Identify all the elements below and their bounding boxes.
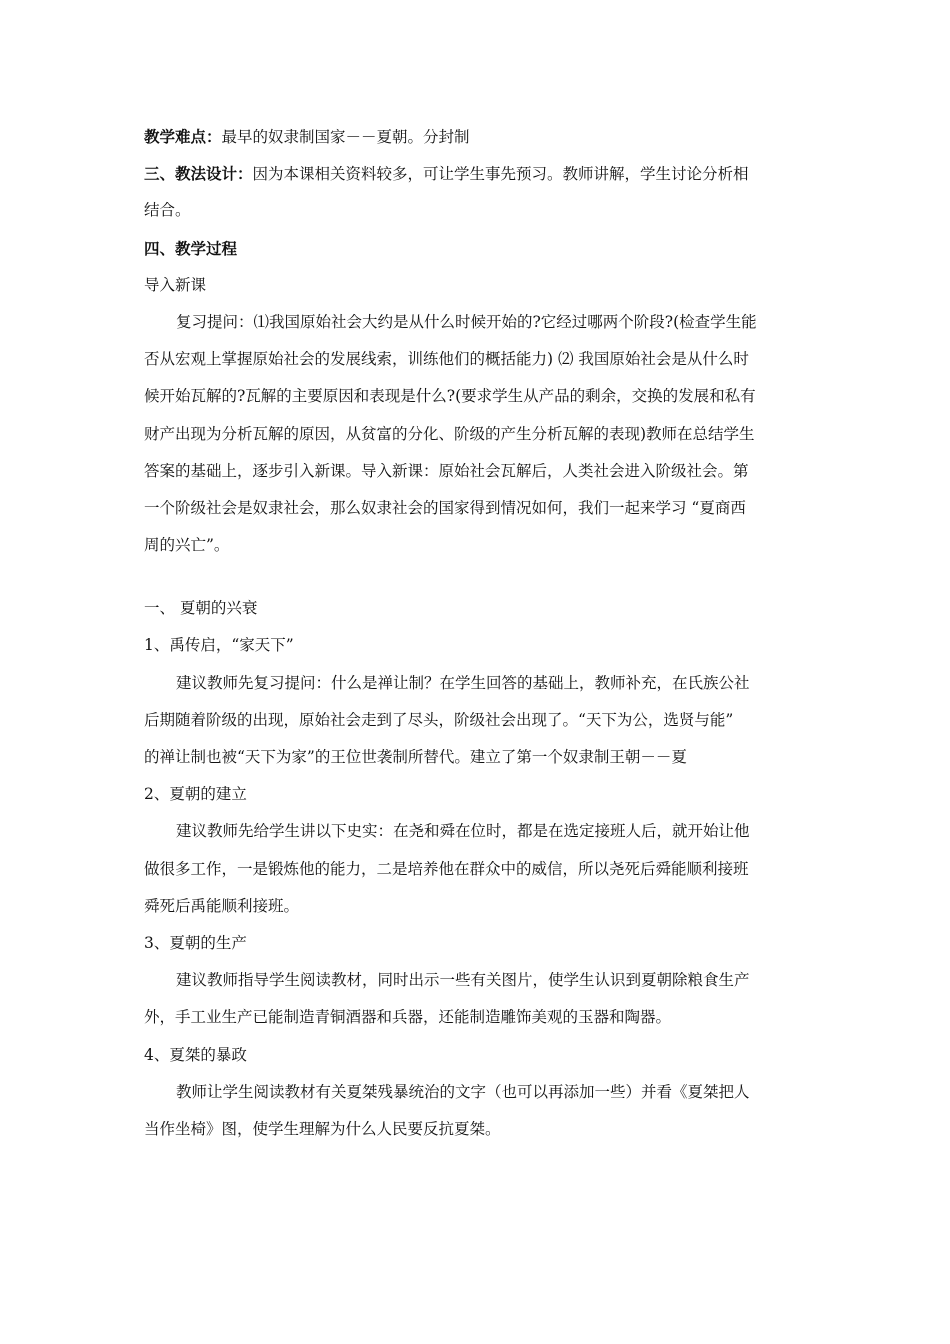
intro-line: 复习提问：⑴我国原始社会大约是从什么时候开始的?它经过哪两个阶段?(检查学生能 [176,312,757,331]
intro-line: 否从宏观上掌握原始社会的发展线索，训练他们的概括能力) ⑵ 我国原始社会是从什么时 [144,350,749,369]
teaching-method [144,155,808,192]
document-page [144,118,808,1148]
sub2-line: 建议教师先给学生讲以下史实：在尧和舜在位时，都是在选定接班人后，就开始让他 [176,822,750,841]
intro-line: 答案的基础上，逐步引入新课。导入新课：原始社会瓦解后，人类社会进入阶级社会。第 [144,461,749,480]
sub4-heading: 4、夏桀的暴政 [144,1045,247,1064]
section1-heading: 一、 夏朝的兴衰 [144,599,258,618]
sub2-heading: 2、夏朝的建立 [144,785,247,804]
process-heading: 四、教学过程 [144,238,238,258]
difficulty-text: 最早的奴隶制国家－－夏朝。分封制 [221,128,470,146]
sub2-line: 做很多工作，一是锻炼他的能力，二是培养他在群众中的威信，所以尧死后舜能顺利接班 [144,859,749,878]
sub3-heading: 3、夏朝的生产 [144,933,247,952]
intro-line: 一个阶级社会是奴隶社会，那么奴隶社会的国家得到情况如何，我们一起来学习 “夏商西 [144,498,746,517]
intro-line: 财产出现为分析瓦解的原因，从贫富的分化、阶级的产生分析瓦解的表现)教师在总结学生 [144,424,755,443]
teaching-method-cont: 结合。 [144,201,191,220]
paragraph-gap [144,564,808,590]
method-text: 因为本课相关资料较多，可让学生事先预习。教师讲解，学生讨论分析相 [252,165,749,184]
difficulty-label: 教学难点： [144,127,222,146]
intro-line: 候开始瓦解的?瓦解的主要原因和表现是什么?(要求学生从产品的剩余，交换的发展和私有 [144,387,756,406]
intro-line: 周的兴亡”。 [144,536,230,555]
teaching-difficulty [144,118,808,155]
method-label: 三、教法设计： [144,164,253,184]
sub4-line: 当作坐椅》图，使学生理解为什么人民要反抗夏桀。 [144,1119,501,1138]
sub1-heading: 1、禹传启，“家天下” [144,636,294,655]
sub1-line: 的禅让制也被“天下为家”的王位世袭制所替代。建立了第一个奴隶制王朝－－夏 [144,748,687,766]
sub3-line: 外，手工业生产已能制造青铜酒器和兵器，还能制造雕饰美观的玉器和陶器。 [144,1008,672,1027]
sub3-line: 建议教师指导学生阅读教材，同时出示一些有关图片，使学生认识到夏朝除粮食生产 [176,971,750,990]
sub4-line: 教师让学生阅读教材有关夏桀残暴统治的文字（也可以再添加一些）并看《夏桀把人 [176,1082,750,1101]
sub1-line: 后期随着阶级的出现，原始社会走到了尽头，阶级社会出现了。“天下为公，选贤与能” [144,710,734,729]
intro-heading: 导入新课 [144,275,207,294]
sub1-line: 建议教师先复习提问：什么是禅让制？在学生回答的基础上，教师补充，在氏族公社 [176,673,750,692]
sub2-line: 舜死后禹能顺利接班。 [144,896,300,915]
